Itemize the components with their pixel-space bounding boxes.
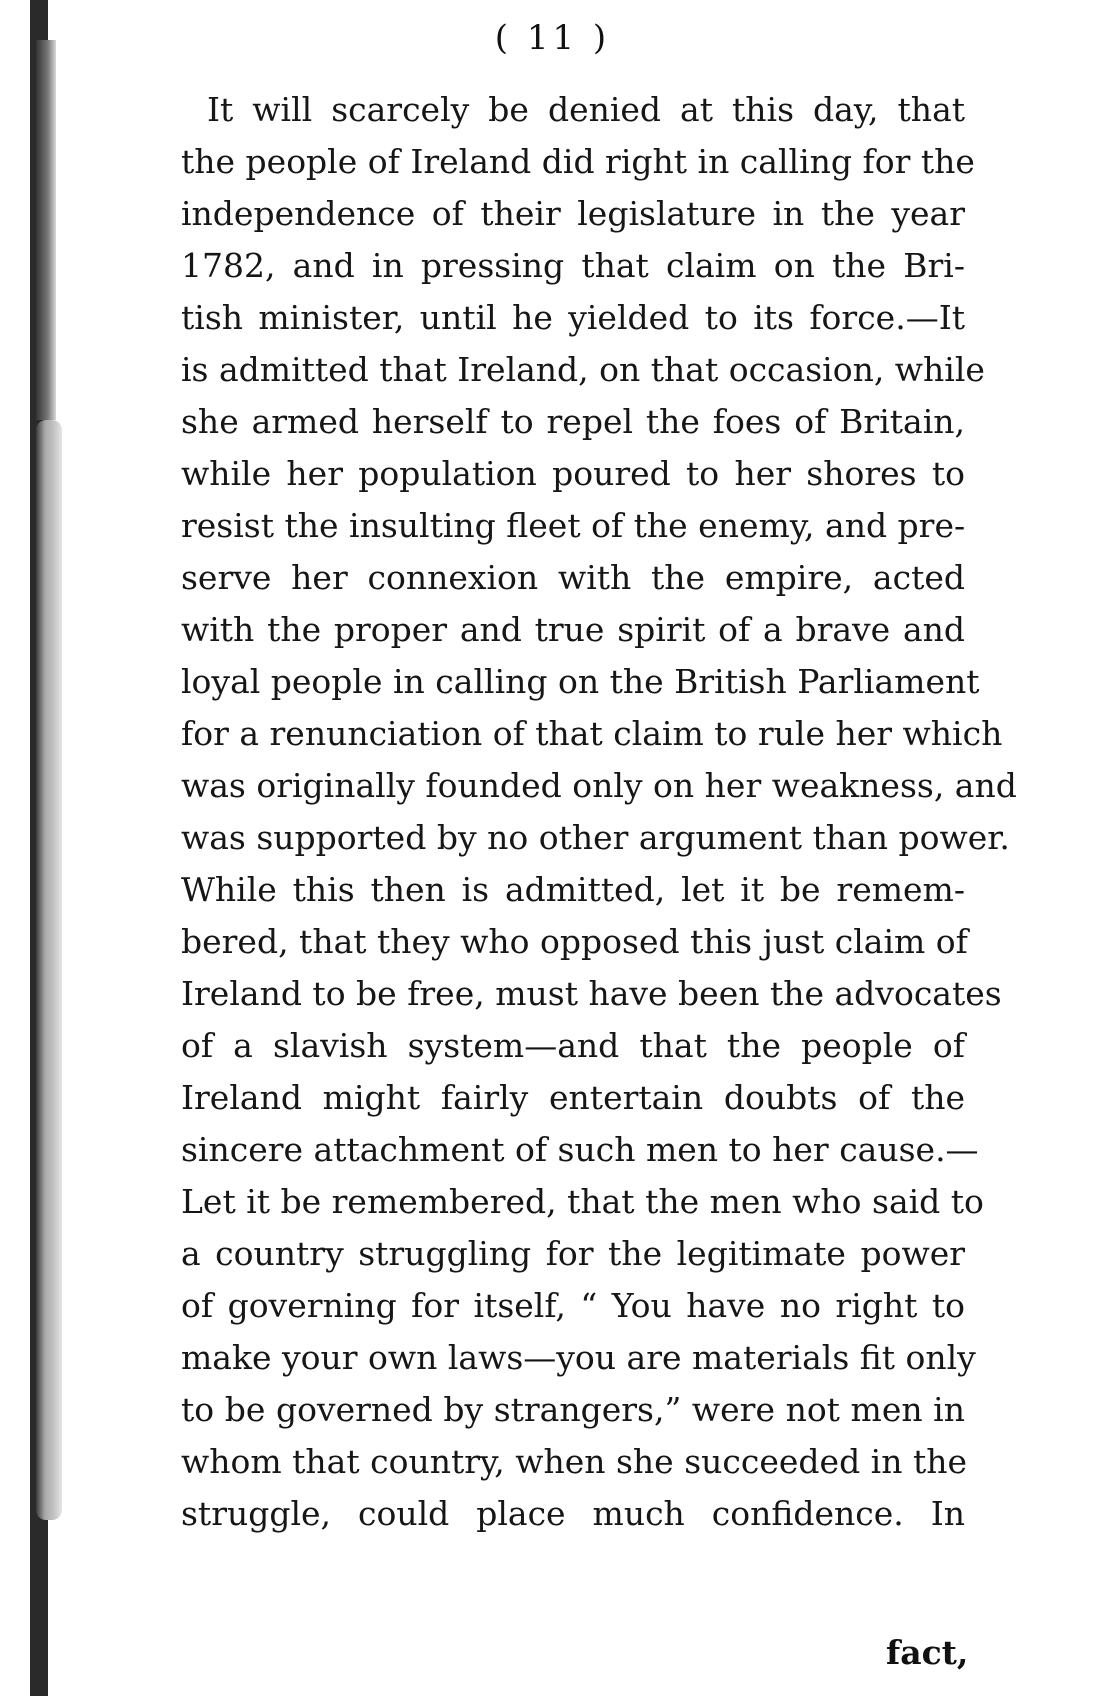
text-line: bered, that they who opposed this just claim of: [181, 922, 968, 961]
text-line: Ireland might fairly entertain doubts of the: [181, 1078, 965, 1117]
page-number: ( 11 ): [494, 18, 611, 58]
text-line: of governing for itself, “ You have no right to: [181, 1286, 965, 1325]
text-line: to be governed by strangers,” were not men in: [181, 1390, 965, 1429]
catchword: fact,: [886, 1633, 969, 1672]
text-line: 1782, and in pressing that claim on the Bri-: [181, 246, 965, 285]
text-line: for a renunciation of that claim to rule her which: [181, 714, 1003, 753]
text-line: Let it be remembered, that the men who said to: [181, 1182, 984, 1221]
text-line: It will scarcely be denied at this day, that: [207, 90, 965, 129]
text-line: independence of their legislature in the year: [181, 194, 965, 233]
text-line: a country struggling for the legitimate power: [181, 1234, 965, 1273]
text-line: she armed herself to repel the foes of Britain,: [181, 402, 965, 441]
text-line: the people of Ireland did right in calling for the: [181, 142, 975, 181]
text-line: whom that country, when she succeeded in the: [181, 1442, 968, 1481]
binding-shadow-upper: [36, 40, 56, 420]
text-line: with the proper and true spirit of a brave and: [181, 610, 965, 649]
text-line: resist the insulting fleet of the enemy, and pre-: [181, 506, 966, 545]
text-line: While this then is admitted, let it be remem-: [181, 870, 965, 909]
text-line: serve her connexion with the empire, acted: [181, 558, 965, 597]
text-line: was supported by no other argument than power.: [181, 818, 1010, 857]
binding-shadow-lower: [36, 420, 62, 1520]
text-line: is admitted that Ireland, on that occasion, while: [181, 350, 985, 389]
text-line: make your own laws—you are materials fit only: [181, 1338, 976, 1377]
text-line: while her population poured to her shores to: [181, 454, 965, 493]
text-line: tish minister, until he yielded to its force.—It: [181, 298, 965, 337]
body-text: [181, 84, 1017, 1540]
text-line: struggle, could place much confidence. In: [181, 1494, 965, 1533]
text-line: sincere attachment of such men to her cause.—: [181, 1130, 979, 1169]
text-line: loyal people in calling on the British Parliament: [181, 662, 980, 701]
text-line: Ireland to be free, must have been the advocates: [181, 974, 1002, 1013]
text-line: was originally founded only on her weakness, and: [181, 766, 1017, 805]
text-line: of a slavish system—and that the people of: [181, 1026, 965, 1065]
